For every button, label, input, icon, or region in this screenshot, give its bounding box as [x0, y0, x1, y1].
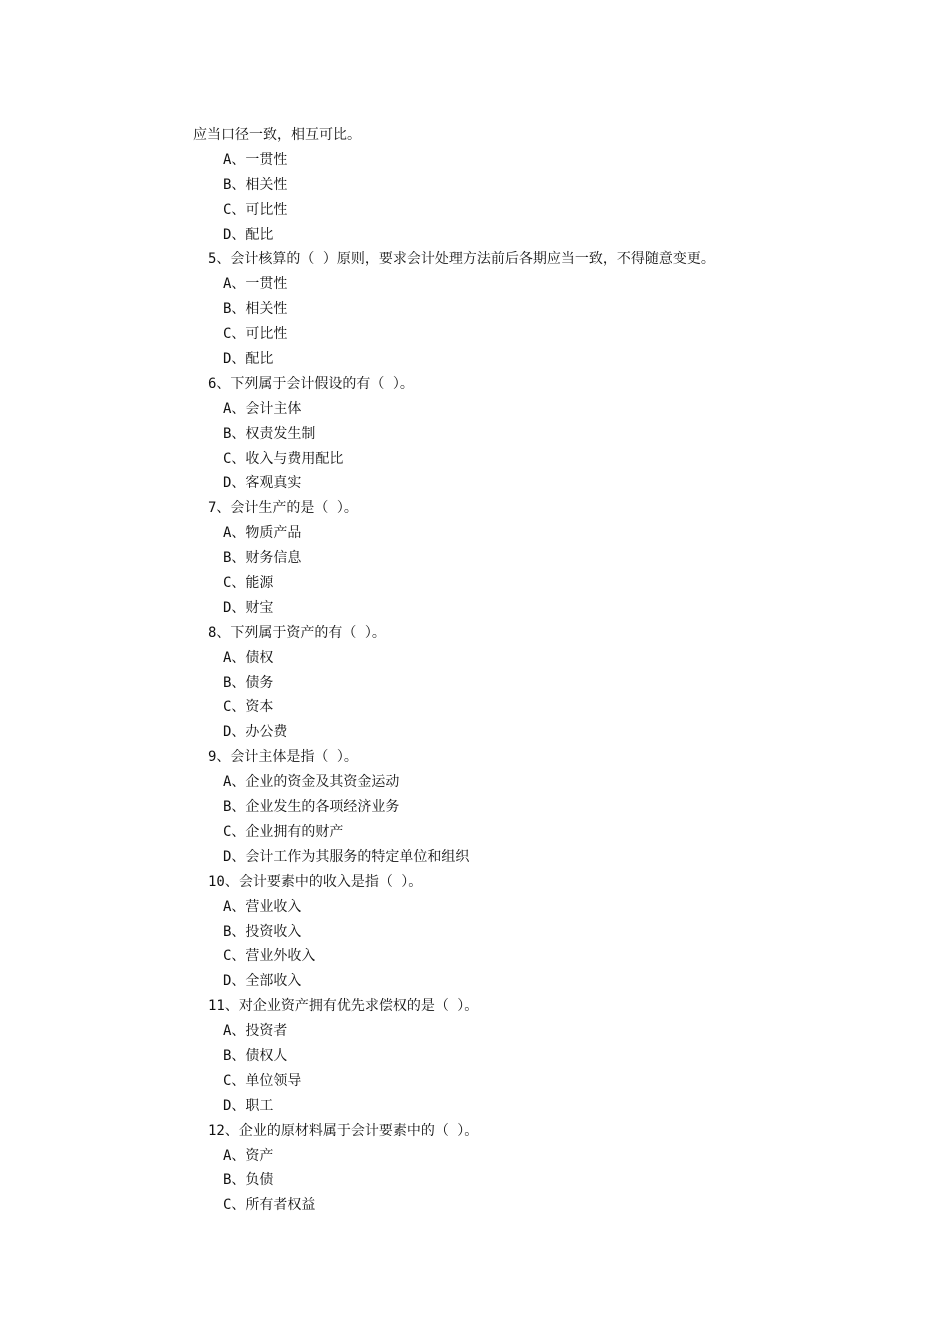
option-a: A、一贯性	[223, 276, 288, 293]
option-c: C、单位领导	[223, 1072, 302, 1089]
option-b: B、相关性	[223, 176, 288, 193]
question-text: 7、会计生产的是（ ）。	[208, 500, 358, 517]
question-5	[0, 247, 950, 371]
option-c: C、收入与费用配比	[223, 450, 344, 467]
option-d: D、财宝	[223, 599, 274, 616]
question-text: 6、下列属于会计假设的有（ ）。	[208, 375, 414, 392]
option-a: A、营业收入	[223, 898, 302, 915]
question-12	[0, 1119, 950, 1219]
question-9	[0, 745, 950, 869]
option-d: D、配比	[223, 351, 274, 368]
option-b: B、投资收入	[223, 923, 302, 940]
question-text: 10、会计要素中的收入是指（ ）。	[208, 873, 423, 890]
question-text: 5、会计核算的（ ）原则，要求会计处理方法前后各期应当一致，不得随意变更。	[208, 251, 715, 268]
option-b: B、债权人	[223, 1047, 288, 1064]
option-b: B、财务信息	[223, 550, 302, 567]
option-d: D、客观真实	[223, 475, 302, 492]
option-d: D、会计工作为其服务的特定单位和组织	[223, 848, 470, 865]
option-a: A、债权	[223, 649, 274, 666]
option-b: B、债务	[223, 674, 274, 691]
question-11	[0, 994, 950, 1118]
option-c: C、可比性	[223, 326, 288, 343]
option-c: C、可比性	[223, 201, 288, 218]
option-c: C、资本	[223, 699, 274, 716]
option-c: C、能源	[223, 575, 274, 592]
option-a: A、企业的资金及其资金运动	[223, 774, 400, 791]
option-d: D、办公费	[223, 724, 288, 741]
option-a: A、资产	[223, 1147, 274, 1164]
question-text: 9、会计主体是指（ ）。	[208, 749, 358, 766]
option-a: A、会计主体	[223, 400, 302, 417]
option-c: C、企业拥有的财产	[223, 823, 344, 840]
option-d: D、职工	[223, 1097, 274, 1114]
question-6	[0, 372, 950, 496]
continued-question-text: 应当口径一致，相互可比。	[193, 127, 361, 143]
option-b: B、企业发生的各项经济业务	[223, 799, 400, 816]
question-8	[0, 621, 950, 745]
option-c: C、营业外收入	[223, 948, 316, 965]
option-d: D、全部收入	[223, 973, 302, 990]
option-b: B、权责发生制	[223, 425, 316, 442]
option-c: C、所有者权益	[223, 1197, 316, 1214]
document-page	[0, 123, 950, 1218]
question-text: 12、企业的原材料属于会计要素中的（ ）。	[208, 1122, 479, 1139]
continued-question-options	[0, 148, 950, 248]
question-text: 11、对企业资产拥有优先求偿权的是（ ）。	[208, 998, 479, 1015]
question-7	[0, 496, 950, 620]
option-a: A、物质产品	[223, 525, 302, 542]
option-a: A、投资者	[223, 1023, 288, 1040]
option-b: B、相关性	[223, 301, 288, 318]
option-b: B、负债	[223, 1172, 274, 1189]
option-a: A、一贯性	[223, 151, 288, 168]
question-text: 8、下列属于资产的有（ ）。	[208, 624, 386, 641]
question-10	[0, 870, 950, 994]
option-d: D、配比	[223, 226, 274, 243]
